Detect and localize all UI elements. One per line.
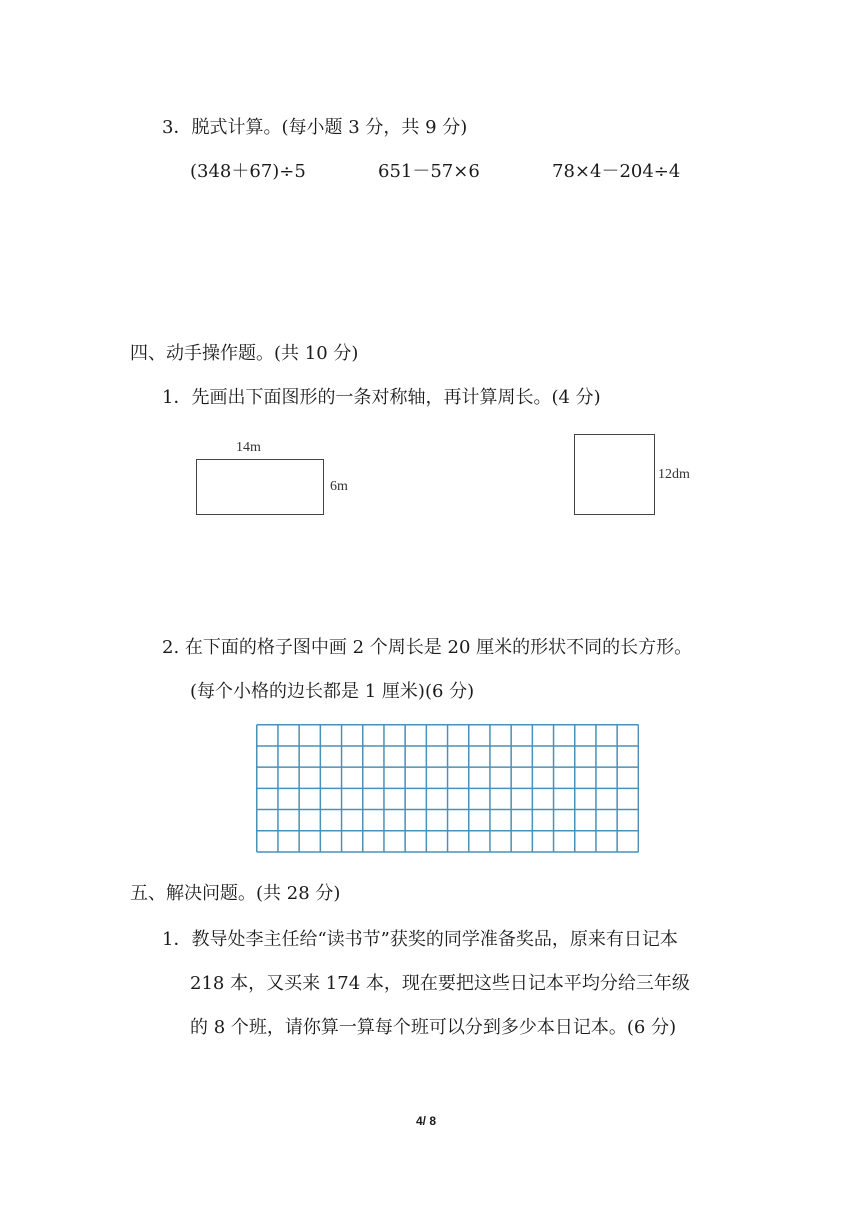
question-4-2-line-2: (每个小格的边长都是 1 厘米)(6 分) [190, 681, 475, 702]
square-figure [574, 434, 655, 515]
page-number: 4/ 8 [416, 1114, 437, 1128]
expression-3: 78×4－204÷4 [552, 161, 681, 182]
section-5-title: 五、解决问题。(共 28 分) [130, 883, 341, 904]
question-5-1-line-2: 218 本，又买来 174 本，现在要把这些日记本平均分给三年级 [190, 973, 690, 994]
section-4-title: 四、动手操作题。(共 10 分) [130, 343, 359, 364]
grid-paper [256, 724, 639, 857]
rectangle-width-label: 14m [236, 440, 261, 455]
expression-2: 651－57×6 [378, 161, 480, 182]
question-4-2-line-1: 2. 在下面的格子图中画 2 个周长是 20 厘米的形状不同的长方形。 [162, 637, 693, 658]
square-side-label: 12dm [658, 467, 690, 482]
rectangle-height-label: 6m [330, 479, 348, 494]
question-3-title: 3．脱式计算。(每小题 3 分，共 9 分) [162, 117, 468, 138]
question-5-1-line-1: 1．教导处李主任给“读书节”获奖的同学准备奖品，原来有日记本 [162, 929, 678, 950]
question-5-1-line-3: 的 8 个班，请你算一算每个班可以分到多少本日记本。(6 分) [190, 1017, 677, 1038]
expression-1: (348＋67)÷5 [190, 161, 306, 182]
rectangle-figure [196, 459, 324, 515]
question-4-1-text: 1．先画出下面图形的一条对称轴，再计算周长。(4 分) [162, 387, 601, 408]
